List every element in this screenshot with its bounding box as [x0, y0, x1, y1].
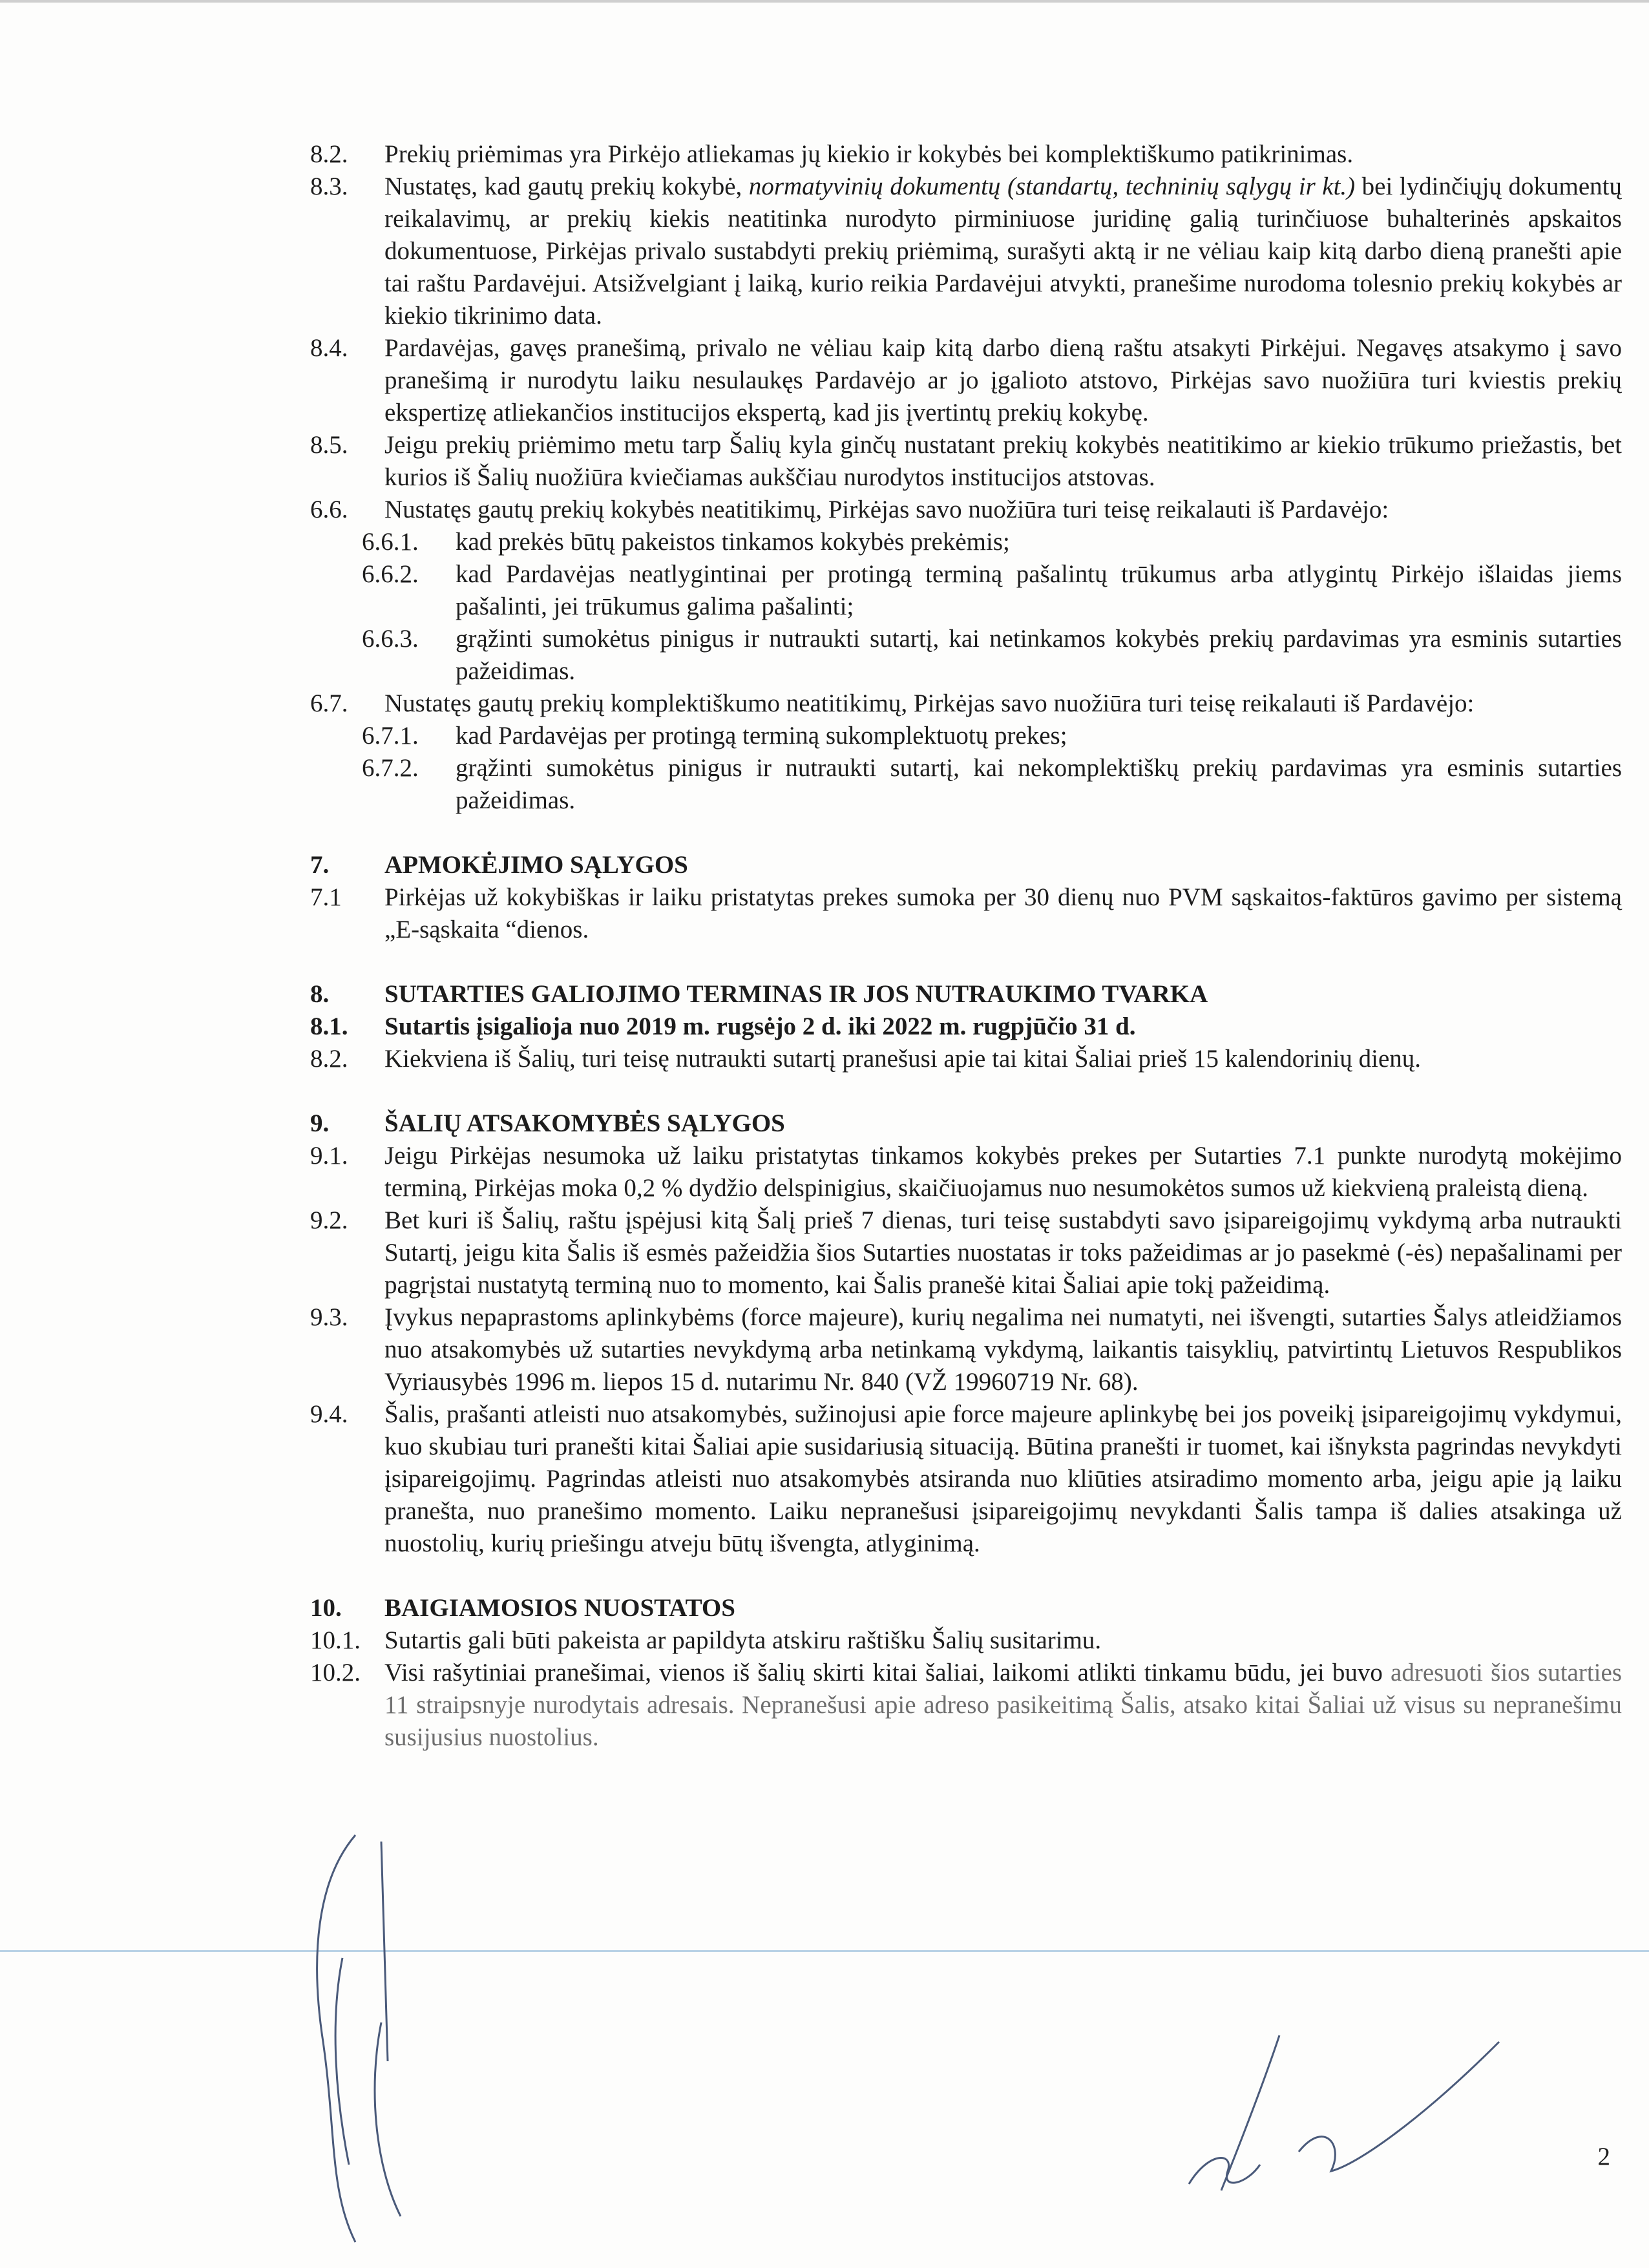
clause-10-2 — [310, 1657, 1622, 1754]
clause-6-7-1 — [362, 720, 1622, 752]
clause-number: 8.5. — [310, 431, 348, 459]
section-8-heading — [310, 978, 1622, 1011]
clause-6-6-3 — [362, 623, 1622, 688]
clause-6-6-2 — [362, 558, 1622, 623]
clause-number: 8.2. — [310, 1045, 348, 1073]
clause-7-1 — [310, 881, 1622, 946]
clause-9-3 — [310, 1301, 1622, 1398]
clause-text: Pardavėjas, gavęs pranešimą, privalo ne vėliau kaip kitą darbo dieną raštu atsakyti Pirkėjui. Negavęs atsakymo į savo pranešimą ir nurodytu laiku nesulaukęs Pardavėjo ar jo įgalioto atstovo, Pirkėjas savo nuožiūra turi kviestis prekių ekspertizę atliekančios institucijos ekspertą, kad jis įvertintų prekių kokybę. — [384, 334, 1622, 426]
section-number: 8. — [310, 980, 330, 1008]
clause-text: Jeigu prekių priėmimo metu tarp Šalių kyla ginčų nustatant prekių kokybės neatitikimo ar kiekio trūkumo priežastis, bet kurios iš Šalių nuožiūra kviečiamas aukščiau nurodytos institucijos atstovas. — [384, 431, 1622, 491]
margin-initials-mark — [304, 1829, 472, 2255]
clause-number: 6.7.1. — [362, 722, 419, 750]
clause-number: 8.1. — [310, 1013, 348, 1040]
clause-number: 10.1. — [310, 1626, 361, 1654]
section-7-heading — [310, 849, 1622, 881]
clause-number: 8.3. — [310, 173, 348, 200]
clause-text: Nustatęs, kad gautų prekių kokybė, — [384, 173, 749, 200]
clause-number: 6.6. — [310, 496, 348, 523]
section-9-heading — [310, 1108, 1622, 1140]
clause-number: 9.2. — [310, 1206, 348, 1234]
clause-number: 6.7. — [310, 689, 348, 717]
clause-text-italic: normatyvinių dokumentų (standartų, techninių sąlygų ir kt.) — [748, 173, 1356, 200]
clause-number: 7.1 — [310, 883, 342, 911]
clause-text: Kiekviena iš Šalių, turi teisę nutraukti sutartį pranešusi apie tai kitai Šaliai prieš 15 kalendorinių dienų. — [384, 1045, 1422, 1073]
clause-text: bei lydinčiųjų dokumentų reikalavimų, ar prekių kiekis neatitinka nurodyto pirminiuose juridinę galią turinčiuose buhalterinės apskaitos dokumentuose, Pirkėjas privalo sustabdyti prekių priėmimą, surašyti aktą ir ne vėliau kaip kitą darbo dieną pranešti apie tai raštu Pardavėjui. Atsižvelgiant į laiką, kurio reikia Pardavėjui atvykti, pranešime nurodoma tolesnio prekių kokybės ar kiekio tikrinimo data. — [384, 173, 1622, 330]
clause-number: 6.6.2. — [362, 560, 419, 588]
contract-body — [310, 138, 1622, 1754]
clause-number: 9.4. — [310, 1400, 348, 1428]
signature-mark — [1150, 2022, 1512, 2216]
clause-6-6 — [310, 494, 1622, 526]
clause-number: 6.6.1. — [362, 528, 419, 556]
clause-text: Jeigu Pirkėjas nesumoka už laiku pristatytas tinkamos kokybės prekes per Sutarties 7.1 punkte nurodytą mokėjimo terminą, Pirkėjas moka 0,2 % dydžio delspinigius, skaičiuojamus nuo nesumokėtos sumos už kiekvieną praleistą dieną. — [384, 1142, 1622, 1202]
clause-text: kad Pardavėjas per protingą terminą sukomplektuotų prekes; — [456, 722, 1067, 750]
clause-number: 6.7.2. — [362, 754, 419, 782]
clause-text-faded: adresuoti šios sutarties 11 straipsnyje nurodytais adresais. Nepranešusi apie adreso pasikeitimą Šalis, atsako kitai Šaliai už visus su nepranešimu susijusius nuostolius. — [384, 1659, 1622, 1751]
clause-text: Prekių priėmimas yra Pirkėjo atliekamas jų kiekio ir kokybės bei komplektiškumo patikrinimas. — [384, 140, 1354, 168]
clause-9-2 — [310, 1204, 1622, 1301]
clause-6-7-2 — [362, 752, 1622, 817]
page-number: 2 — [1597, 2143, 1610, 2170]
clause-number: 10.2. — [310, 1659, 361, 1686]
clause-8-2 — [310, 138, 1622, 171]
clause-number: 9.1. — [310, 1142, 348, 1170]
scan-artifact-line — [0, 1950, 1649, 1952]
clause-text: Visi rašytiniai pranešimai, vienos iš šalių skirti kitai šaliai, laikomi atlikti tinkamu būdu, jei buvo — [384, 1659, 1391, 1686]
scan-top-edge — [0, 0, 1649, 3]
clause-number: 9.3. — [310, 1303, 348, 1331]
clause-9-1 — [310, 1140, 1622, 1204]
clause-text: Sutartis įsigalioja nuo 2019 m. rugsėjo 2 d. iki 2022 m. rugpjūčio 31 d. — [384, 1013, 1136, 1040]
clause-text: Šalis, prašanti atleisti nuo atsakomybės, sužinojusi apie force majeure aplinkybę bei jos poveikį įsipareigojimų vykdymui, kuo skubiau turi pranešti kitai Šaliai apie susidariusią situaciją. Būtina pranešti ir tuomet, kai išnyksta pagrindas nevykdyti įsipareigojimų. Pagrindas atleisti nuo atsakomybės atsiranda nuo kliūties atsiradimo momento arba, jeigu apie ją laiku pranešta, nuo pranešimo momento. Laiku nepranešusi įsipareigojimų nevykdanti Šalis tampa iš dalies atsakinga už nuostolių, kurių priešingu atveju būtų išvengta, atlyginimą. — [384, 1400, 1622, 1557]
section-number: 7. — [310, 851, 330, 879]
clause-text: Nustatęs gautų prekių kokybės neatitikimų, Pirkėjas savo nuožiūra turi teisę reikalauti iš Pardavėjo: — [384, 496, 1389, 523]
clause-text: Nustatęs gautų prekių komplektiškumo neatitikimų, Pirkėjas savo nuožiūra turi teisę reikalauti iš Pardavėjo: — [384, 689, 1475, 717]
clause-8-5 — [310, 429, 1622, 494]
section-10-heading — [310, 1592, 1622, 1624]
clause-text: Sutartis gali būti pakeista ar papildyta atskiru raštišku Šalių susitarimu. — [384, 1626, 1102, 1654]
clause-6-6-1 — [362, 526, 1622, 558]
clause-number: 6.6.3. — [362, 625, 419, 653]
clause-10-1 — [310, 1624, 1622, 1657]
section-title: APMOKĖJIMO SĄLYGOS — [384, 851, 688, 879]
clause-text: grąžinti sumokėtus pinigus ir nutraukti sutartį, kai netinkamos kokybės prekių pardavimas yra esminis sutarties pažeidimas. — [456, 625, 1622, 685]
clause-number: 8.2. — [310, 140, 348, 168]
section-number: 9. — [310, 1109, 330, 1137]
clause-8-1-term — [310, 1011, 1622, 1043]
section-number: 10. — [310, 1594, 342, 1622]
clause-8-4 — [310, 332, 1622, 429]
section-title: ŠALIŲ ATSAKOMYBĖS SĄLYGOS — [384, 1109, 785, 1137]
clause-number: 8.4. — [310, 334, 348, 362]
clause-8-2-termination — [310, 1043, 1622, 1075]
clause-text: kad prekės būtų pakeistos tinkamos kokybės prekėmis; — [456, 528, 1010, 556]
clause-8-3 — [310, 171, 1622, 332]
clause-text: grąžinti sumokėtus pinigus ir nutraukti sutartį, kai nekomplektiškų prekių pardavimas yra esminis sutarties pažeidimas. — [456, 754, 1622, 814]
clause-text: Bet kuri iš Šalių, raštu įspėjusi kitą Šalį prieš 7 dienas, turi teisę sustabdyti savo įsipareigojimų vykdymą arba nutraukti Sutartį, jeigu kita Šalis iš esmės pažeidžia šios Sutarties nuostatas ir toks pažeidimas ar jo pasekmė (-ės) nepašalinami per pagrįstai nustatytą terminą nuo to momento, kai Šalis pranešė kitai Šaliai apie tokį pažeidimą. — [384, 1206, 1622, 1299]
section-title: SUTARTIES GALIOJIMO TERMINAS IR JOS NUTRAUKIMO TVARKA — [384, 980, 1208, 1008]
clause-text: Pirkėjas už kokybiškas ir laiku pristatytas prekes sumoka per 30 dienų nuo PVM sąskaitos-faktūros gavimo per sistemą „E-sąskaita “dienos. — [384, 883, 1622, 943]
clause-text: kad Pardavėjas neatlygintinai per protingą terminą pašalintų trūkumus arba atlygintų Pirkėjo išlaidas jiems pašalinti, jei trūkumus galima pašalinti; — [456, 560, 1622, 620]
clause-9-4 — [310, 1398, 1622, 1560]
section-title: BAIGIAMOSIOS NUOSTATOS — [384, 1594, 735, 1622]
clause-text: Įvykus nepaprastoms aplinkybėms (force majeure), kurių negalima nei numatyti, nei išvengti, sutarties Šalys atleidžiamos nuo atsakomybės už sutarties nevykdymą arba netinkamą vykdymą, laikantis taisyklių, patvirtintų Lietuvos Respublikos Vyriausybės 1996 m. liepos 15 d. nutarimu Nr. 840 (VŽ 19960719 Nr. 68). — [384, 1303, 1622, 1396]
clause-6-7 — [310, 688, 1622, 720]
